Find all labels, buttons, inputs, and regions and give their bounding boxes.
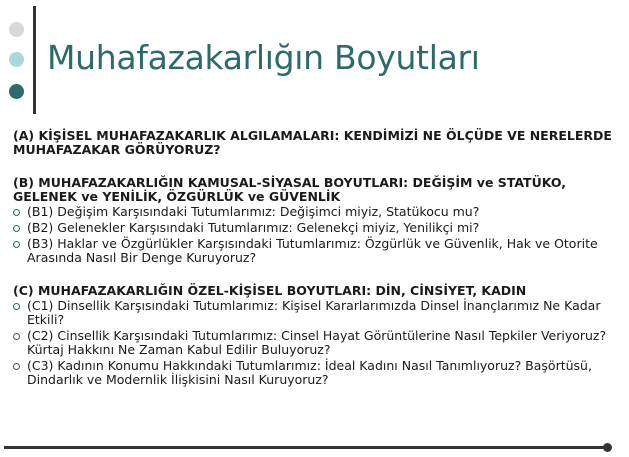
section-c-heading: (C) MUHAFAZAKARLIĞIN ÖZEL-KİŞİSEL BOYUTLARI: DİN, CİNSİYET, KADIN [13,283,527,298]
list-item-b3: (B3) Haklar ve Özgürlükler Karşısındaki Tutumlarımız: Özgürlük ve Güvenlik, Hak ve Otorite Arasında Nasıl Bir Denge Kuruyoruz? [13,237,613,265]
decorative-dot-light-gray [9,22,24,37]
footer-line [4,446,608,449]
section-a-heading: (A) KİŞİSEL MUHAFAZAKARLIK ALGILAMALARI: KENDİMİZİ NE ÖLÇÜDE VE NERELERDE MUHAFAZAKAR GÖRÜYORUZ? [13,128,612,157]
footer-line-end-dot [603,443,612,452]
slide-title: Muhafazakarlığın Boyutları [47,38,480,77]
slide-content [13,129,613,406]
decorative-dot-light-teal [9,52,24,67]
list-item-c1: (C1) Dinsellik Karşısındaki Tutumlarımız: Kişisel Kararlarımızda Dinsel İnançlarımız Ne Kadar Etkili? [13,299,613,327]
section-c-list [13,299,613,387]
section-b-heading: (B) MUHAFAZAKARLIĞIN KAMUSAL-SİYASAL BOYUTLARI: DEĞİŞİM ve STATÜKO, GELENEK ve YENİLİK, ÖZGÜRLÜK ve GÜVENLİK [13,175,566,204]
list-item-c2: (C2) Cinsellik Karşısındaki Tutumlarımız: Cinsel Hayat Görüntülerine Nasıl Tepkiler Veriyoruz? Kürtaj Hakkını Ne Zaman Kabul Edilir Buluyoruz? [13,329,613,357]
decorative-dot-dark-teal [9,84,24,99]
title-divider-line [33,6,36,114]
list-item-b1: (B1) Değişim Karşısındaki Tutumlarımız: Değişimci miyiz, Statükocu mu? [13,205,613,219]
section-b-list [13,205,613,265]
list-item-b2: (B2) Gelenekler Karşısındaki Tutumlarımız: Gelenekçi miyiz, Yenilikçi mi? [13,221,613,235]
list-item-c3: (C3) Kadının Konumu Hakkındaki Tutumlarımız: İdeal Kadını Nasıl Tanımlıyoruz? Başörtüsü, Dindarlık ve Modernlik İlişkisini Nasıl Kuruyoruz? [13,359,613,387]
